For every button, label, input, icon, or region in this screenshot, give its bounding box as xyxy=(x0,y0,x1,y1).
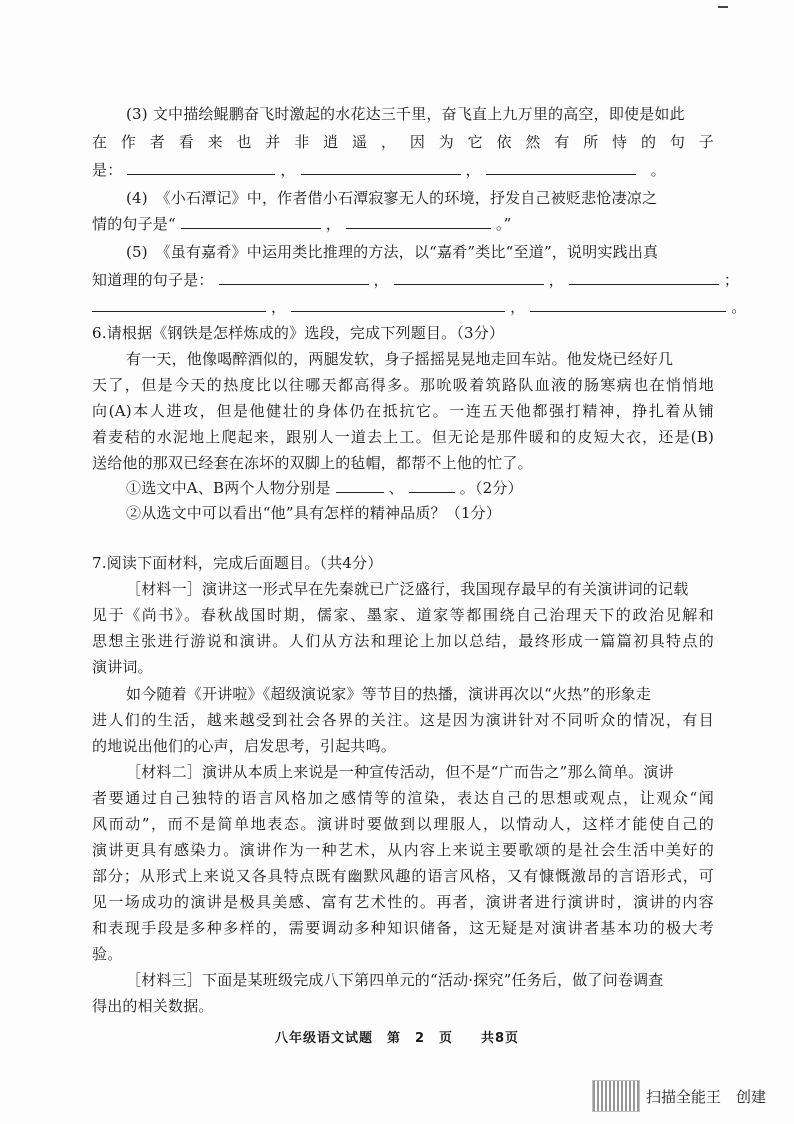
q5-5-line-2 xyxy=(92,270,740,290)
sub-question-1 xyxy=(126,478,714,498)
q5-5-line-3 xyxy=(92,297,747,317)
material-1-line-3: 思想主张进行游说和演讲。人们从方法和理论上加以总结，最终形成一篇篇初具特点的 xyxy=(92,632,714,650)
q5-4-line-2 xyxy=(92,214,714,234)
sub-question-2: ②从选文中可以看出“他”具有怎样的精神品质？（1分） xyxy=(126,504,502,522)
answer-blank[interactable] xyxy=(409,478,455,493)
punct: 。 xyxy=(650,161,666,179)
material-3-line-1: ［材料三］下面是某班级完成八下第四单元的“活动·探究”任务后，做了问卷调查 xyxy=(126,971,664,989)
material-1-line-6: 进人们的生活，越来越受到社会各界的关注。这是因为演讲针对不同听众的情况，有目 xyxy=(92,711,714,729)
label-text: 。（2分） xyxy=(459,479,523,497)
answer-blank[interactable] xyxy=(336,478,384,493)
material-1-line-1: ［材料一］演讲这一形式早在先秦就已广泛盛行，我国现存最早的有关演讲词的记载 xyxy=(126,580,689,598)
punct: 。 xyxy=(731,298,747,316)
answer-blank[interactable] xyxy=(394,270,544,285)
punct: 、 xyxy=(388,479,404,497)
q5-3-line-2: 在作者看来也并非逍遥，因为它依然有所恃的句子 xyxy=(92,133,714,151)
material-1-line-5: 如今随着《开讲啦》《超级演说家》等节目的热播，演讲再次以“火热”的形象走 xyxy=(126,685,652,703)
page-footer: 八年级语文试题 第 2 页 共8页 xyxy=(274,1031,520,1046)
material-3-line-2: 得出的相关数据。 xyxy=(92,997,214,1015)
material-2-line-6: 见一场成功的演讲是极具美感、富有艺术性的。再者，演讲者进行演讲时，演讲的内容 xyxy=(92,893,714,911)
qr-code-icon xyxy=(592,1080,640,1112)
material-1-line-2: 见于《尚书》。春秋战国时期，儒家、墨家、道家等都围绕自己治理天下的政治见解和 xyxy=(92,606,714,624)
material-2-line-2: 者要通过自己独特的语言风格加之感情等的渲染，表达自己的思想或观点，让观众“闻 xyxy=(92,789,714,807)
passage-line-4: 着麦秸的水泥地上爬起来，跟别人一道去上工。但无论是那件暖和的皮短大衣，还是(B) xyxy=(92,428,714,446)
material-2-line-8: 验。 xyxy=(92,945,123,963)
q5-3-line-3 xyxy=(92,160,714,180)
answer-blank[interactable] xyxy=(291,297,505,312)
punct: ， xyxy=(270,298,287,316)
answer-blank[interactable] xyxy=(181,214,321,229)
passage-line-2: 天了，但是今天的热度比以往哪天都高得多。那吮吸着筑路队血液的肠寒病也在悄悄地 xyxy=(92,376,714,394)
answer-blank[interactable] xyxy=(486,160,636,175)
label-text: ①选文中A、B两个人物分别是 xyxy=(126,479,331,497)
answer-blank[interactable] xyxy=(301,160,461,175)
question-6-title: 6.请根据《钢铁是怎样炼成的》选段，完成下列题目。（3分） xyxy=(92,324,505,342)
material-2-line-4: 演讲更具有感染力。演讲作为一种艺术，从内容上来说主要歌颂的是社会生活中美好的 xyxy=(92,841,714,859)
watermark-text: 扫描全能王 创建 xyxy=(646,1087,767,1106)
scanner-watermark xyxy=(592,1080,766,1112)
label-text: 是： xyxy=(92,161,123,179)
label-text: 情的句子是“ xyxy=(92,215,176,233)
passage-line-5: 送给他的那双已经套在冻坏的双脚上的毡帽，都帮不上他的忙了。 xyxy=(92,454,533,472)
material-1-line-4: 演讲词。 xyxy=(92,658,153,676)
answer-blank[interactable] xyxy=(569,270,719,285)
answer-blank[interactable] xyxy=(346,214,491,229)
answer-blank[interactable] xyxy=(92,297,266,312)
answer-blank[interactable] xyxy=(127,160,275,175)
q5-4-line-1: (4) 《小石潭记》中，作者借小石潭寂寥无人的环境，抒发自己被贬悲怆凄凉之 xyxy=(126,189,658,207)
material-2-line-5: 部分；从形式上来说又各具特点既有幽默风趣的语言风格，又有慷慨激昂的言语形式，可 xyxy=(92,867,714,885)
punct: ， xyxy=(280,161,296,179)
answer-blank[interactable] xyxy=(530,297,726,312)
punct: ， xyxy=(465,161,481,179)
question-7-title: 7.阅读下面材料，完成后面题目。（共4分） xyxy=(92,554,383,572)
answer-blank[interactable] xyxy=(219,270,369,285)
punct: ， xyxy=(510,298,526,316)
q5-5-line-1: (5) 《虽有嘉肴》中运用类比推理的方法，以“嘉肴”类比“至道”，说明实践出真 xyxy=(126,243,659,261)
material-1-line-7: 的地说出他们的心声，启发思考，引起共鸣。 xyxy=(92,737,397,755)
material-2-line-3: 风而动”，而不是简单地表态。演讲时要做到以理服人，以情动人，这样才能使自己的 xyxy=(92,815,714,833)
material-2-line-1: ［材料二］演讲从本质上来说是一种宣传活动，但不是“广而告之”那么简单。演讲 xyxy=(126,763,674,781)
corner-mark xyxy=(718,6,728,8)
punct: ； xyxy=(723,271,740,289)
material-2-line-7: 和表现手段是多种多样的，需要调动多种知识储备，这无疑是对演讲者基本功的极大考 xyxy=(92,919,714,937)
q5-3-line-1: (3) 文中描绘鲲鹏奋飞时激起的水花达三千里，奋飞直上九万里的高空，即使是如此 xyxy=(126,105,685,123)
punct: ， xyxy=(548,271,564,289)
punct: ， xyxy=(325,215,342,233)
punct: ， xyxy=(373,271,389,289)
passage-line-3: 向(A)本人进攻，但是他健壮的身体仍在抵抗它。一连五天他都强打精神，挣扎着从铺 xyxy=(92,402,714,420)
label-text: 知道理的句子是： xyxy=(92,271,214,289)
punct: 。” xyxy=(495,215,512,233)
passage-line-1: 有一天，他像喝醉酒似的，两腿发软，身子摇摇晃晃地走回车站。他发烧已经好几 xyxy=(126,350,674,368)
